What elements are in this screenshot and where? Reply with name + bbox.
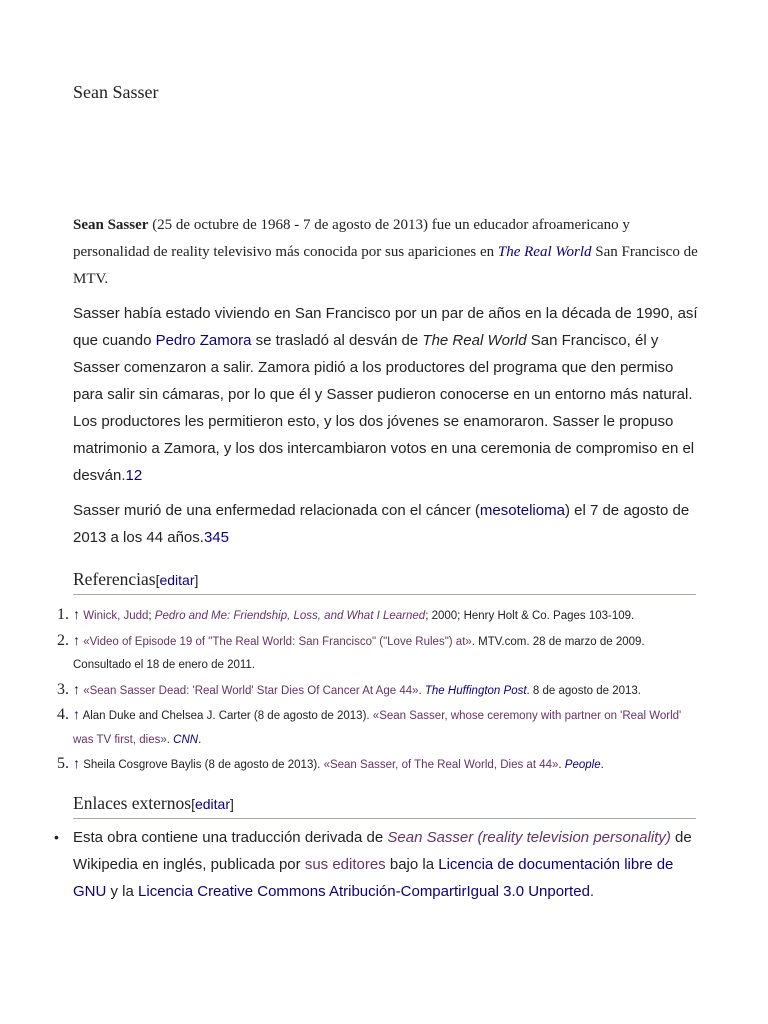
bracket: ]: [230, 796, 234, 812]
reference-text: . MTV.com. 28 de marzo de 2009. Consultado el 18 de enero de 2011.: [73, 635, 645, 671]
reference-text: .: [418, 684, 425, 697]
reference-text: ;: [148, 610, 155, 622]
show-link[interactable]: The Real World: [497, 244, 592, 260]
bullet-icon: •: [54, 829, 59, 845]
show-title: The Real World: [422, 332, 527, 349]
back-arrow-icon[interactable]: ↑: [73, 706, 80, 722]
pedro-zamora-link[interactable]: Pedro Zamora: [155, 332, 252, 349]
edit-link[interactable]: editar: [194, 796, 230, 812]
mesotelioma-link[interactable]: mesotelioma: [479, 502, 565, 519]
bracket: [: [155, 572, 160, 588]
relationship-paragraph: [73, 300, 698, 489]
back-arrow-icon[interactable]: ↑: [73, 606, 80, 622]
reference-text: .: [198, 733, 202, 746]
paragraph-text: se trasladó al desván de: [251, 332, 423, 349]
external-links-heading: [73, 793, 696, 819]
list-item: [52, 824, 702, 905]
edit-section: [156, 572, 199, 588]
back-arrow-icon[interactable]: ↑: [73, 755, 80, 771]
citation-link[interactable]: 345: [203, 529, 229, 546]
edit-section: [191, 796, 234, 812]
reference-item: [49, 678, 699, 704]
paragraph-text: ) el 7 de agosto de 2013 a los 44 años.: [73, 502, 690, 546]
paragraph-text: San Francisco, él y Sasser comenzaron a salir. Zamora pidió a los productores del programa que den permiso para salir sin cámaras, por lo que él y Sasser pudieron conocerse en un entorno más natural. Los productores les permitieron esto, y los dos jóvenes se enamoraron. Sasser le propuso matrimonio a Zamora, y los dos intercambiaron votos en una ceremonia de compromiso en el desván.: [73, 332, 695, 484]
reference-text: ; 2000; Henry Holt & Co. Pages 103-109.: [425, 610, 635, 622]
reference-text: .: [558, 759, 565, 771]
reference-link[interactable]: «Sean Sasser, whose ceremony with partner on 'Real World' was TV first, dies»: [73, 710, 682, 746]
subject-name: Sean Sasser: [73, 217, 149, 233]
paragraph-text: Sasser había estado viviendo en San Francisco por un par de años en la década de 1990, así que cuando: [73, 305, 698, 349]
list-text: y la: [106, 883, 139, 900]
cc-license-link[interactable]: Licencia Creative Commons Atribución-CompartirIgual 3.0 Unported: [138, 883, 590, 900]
reference-link[interactable]: Pedro and Me: Friendship, Loss, and What I Learned: [154, 610, 426, 622]
citation-link[interactable]: 12: [125, 467, 143, 484]
reference-number: 5.: [57, 755, 69, 772]
list-text: Esta obra contiene una traducción derivada de: [73, 829, 388, 846]
references-list: [49, 603, 699, 778]
reference-number: 1.: [57, 606, 69, 623]
intro-text: (25 de octubre de 1968 - 7 de agosto de 2013) fue un educador afroamericano y personalidad de reality televisivo más conocida por sus apariciones en: [73, 217, 630, 260]
section-title: Enlaces externos: [73, 793, 192, 813]
bracket: [: [191, 796, 195, 812]
gfdl-link[interactable]: Licencia de documentación libre de GNU: [73, 856, 674, 900]
list-text: .: [589, 883, 595, 900]
death-paragraph: [73, 497, 698, 551]
reference-number: 4.: [57, 706, 69, 723]
references-heading: [73, 569, 696, 595]
english-article-link[interactable]: Sean Sasser (reality television personality): [387, 829, 671, 846]
reference-link[interactable]: Winick, Judd: [83, 610, 149, 622]
publisher-link[interactable]: The Huffington Post: [424, 684, 527, 697]
publisher-link[interactable]: People: [564, 759, 601, 771]
reference-item: [49, 603, 699, 629]
editors-link[interactable]: sus editores: [304, 856, 386, 873]
section-title: Referencias: [73, 569, 156, 589]
edit-link[interactable]: editar: [159, 572, 195, 588]
intro-text-end: San Francisco de MTV.: [73, 244, 698, 287]
back-arrow-icon[interactable]: ↑: [73, 631, 80, 648]
reference-item: [49, 703, 699, 752]
reference-text: .: [166, 733, 174, 746]
external-links-list: [52, 824, 702, 905]
reference-item: [49, 629, 699, 678]
reference-link[interactable]: «Sean Sasser Dead: 'Real World' Star Dies Of Cancer At Age 44»: [83, 684, 419, 697]
reference-number: 2.: [57, 631, 69, 649]
paragraph-text: Sasser murió de una enfermedad relacionada con el cáncer (: [73, 502, 480, 519]
list-text: de Wikipedia en inglés, publicada por: [73, 829, 692, 873]
reference-link[interactable]: «Video of Episode 19 of "The Real World: San Francisco" ("Love Rules") at»: [83, 635, 472, 648]
reference-text: .: [600, 759, 604, 771]
reference-number: 3.: [57, 680, 69, 698]
back-arrow-icon[interactable]: ↑: [73, 680, 80, 697]
publisher-link[interactable]: CNN: [173, 733, 199, 746]
page-title: Sean Sasser: [73, 82, 159, 102]
list-text: bajo la: [385, 856, 439, 873]
bracket: ]: [194, 572, 199, 588]
reference-item: [49, 752, 699, 778]
reference-link[interactable]: «Sean Sasser, of The Real World, Dies at 44»: [323, 759, 559, 771]
reference-text: Alan Duke and Chelsea J. Carter (8 de agosto de 2013).: [82, 710, 373, 722]
reference-text: Sheila Cosgrove Baylis (8 de agosto de 2013).: [83, 759, 324, 771]
reference-text: . 8 de agosto de 2013.: [526, 684, 642, 697]
intro-paragraph: [73, 212, 698, 293]
